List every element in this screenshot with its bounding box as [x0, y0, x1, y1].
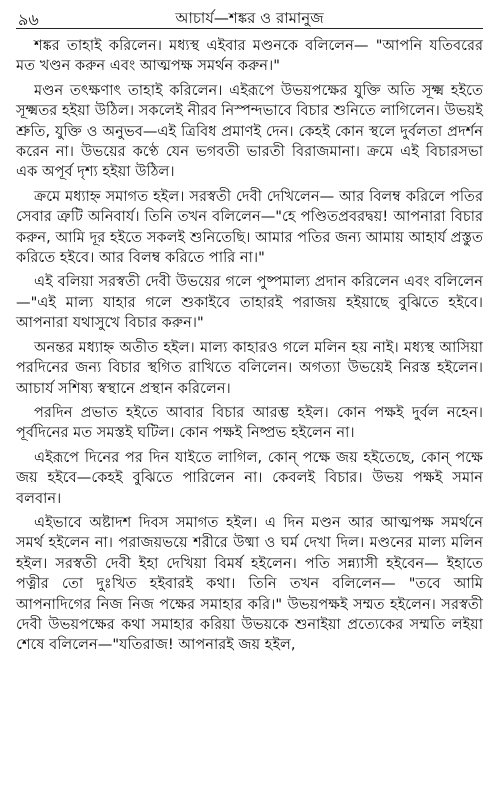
page-number: ৯৬: [18, 10, 39, 29]
running-title: আচার্য—শঙ্কর ও রামানুজ: [175, 9, 324, 27]
paragraph-1: শঙ্কর তাহাই করিলেন। মধ্যস্থ এইবার মণ্ডনকে বলিলেন— "আপনি যতিবরের মত খণ্ডন করুন এবং আত্মপক্ষ সমর্থন করুন।": [16, 37, 483, 75]
paragraph-5: অনন্তর মধ্যাহ্ন অতীত হইল। মাল্য কাহারও গলে মলিন হয় নাই। মধ্যস্থ আসিয়া পরদিনের জন্য বিচার স্থগিত রাখিতে বলিলেন। অগত্যা উভয়েই নিরস্ত হইলেন। আচার্য সশিষ্য স্বস্থানে প্রস্থান করিলেন।: [16, 338, 484, 397]
paragraph-7: এইরূপে দিনের পর দিন যাইতে লাগিল, কোন্ পক্ষে জয় হইতেছে, কোন্ পক্ষে জয় হইবে—কেহই বুঝিতে পারিলেন না। কেবলই বিচার। উভয় পক্ষই সমান বলবান।: [16, 448, 483, 507]
page-header: [16, 6, 483, 29]
body-text: [16, 36, 483, 656]
paragraph-8: এইভাবে অষ্টাদশ দিবস সমাগত হইল। এ দিন মণ্ডন আর আত্মপক্ষ সমর্থনে সমর্থ হইলেন না। পরাজয়ভয়ে শরীরে উষ্মা ও ঘর্ম দেখা দিল। মণ্ডনের মাল্য মলিন হইল। সরস্বতী দেবী ইহা দেখিয়া বিমর্ষ হইলেন। পতি সন্ন্যাসী হইবেন— ইহাতে পত্নীর তো দুঃখিত হইবারই কথা। তিনি তখন বলিলেন— "তবে আমি আপনাদিগের নিজ নিজ পক্ষের সমাহার করি।" উভয়পক্ষই সম্মত হইলেন। সরস্বতী দেবী উভয়পক্ষের কথা সমাহার করিয়া উভয়কে শুনাইয়া প্রত্যেকের সম্মতি লইয়া শেষে বলিলেন—"যতিরাজ! আপনারই জয় হইল,: [16, 513, 483, 654]
paragraph-6: পরদিন প্রভাত হইতে আবার বিচার আরম্ভ হইল। কোন পক্ষই দুর্বল নহেন। পূর্বদিনের মত সমস্তই ঘটিল। কোন পক্ষই নিষ্প্রভ হইলেন না।: [16, 403, 483, 442]
paragraph-4: এই বলিয়া সরস্বতী দেবী উভয়ের গলে পুষ্পমাল্য প্রদান করিলেন এবং বলিলেন—"এই মাল্য যাহার গলে শুকাইবে তাহারই পরাজয় হইয়াছে বুঝিতে হইবে। আপনারা যথাসুখে বিচার করুন।": [16, 273, 483, 332]
paragraph-2: মণ্ডন তৎক্ষণাৎ তাহাই করিলেন। এইরূপে উভয়পক্ষের যুক্তি অতি সূক্ষ্ম হইতে সূক্ষ্মতর হইয়া উঠিল। সকলেই নীরব নিস্পন্দভাবে বিচার শুনিতে লাগিলেন। উভয়ই শ্রুতি, যুক্তি ও অনুভব—এই ত্রিবিধ প্রমাণই দেন। কেহই কোন স্থলে দুর্বলতা প্রদর্শন করেন না। উভয়ের কণ্ঠে যেন ভগবতী ভারতী বিরাজমানা। ক্রমে এই বিচারসভা এক অপূর্ব দৃশ্য হইয়া উঠিল।: [16, 81, 483, 181]
paragraph-3: ক্রমে মধ্যাহ্ন সমাগত হইল। সরস্বতী দেবী দেখিলেন— আর বিলম্ব করিলে পতির সেবার ত্রুটি অনিবার্য। তিনি তখন বলিলেন—"হে পণ্ডিতপ্রবরদ্বয়! আপনারা বিচার করুন, আমি দূর হইতে সকলই শুনিতেছি। আমার পতির জন্য আমায় আহার্য প্রস্তুত করিতে হইবে। আর বিলম্ব করিতে পারি না।": [16, 187, 483, 267]
